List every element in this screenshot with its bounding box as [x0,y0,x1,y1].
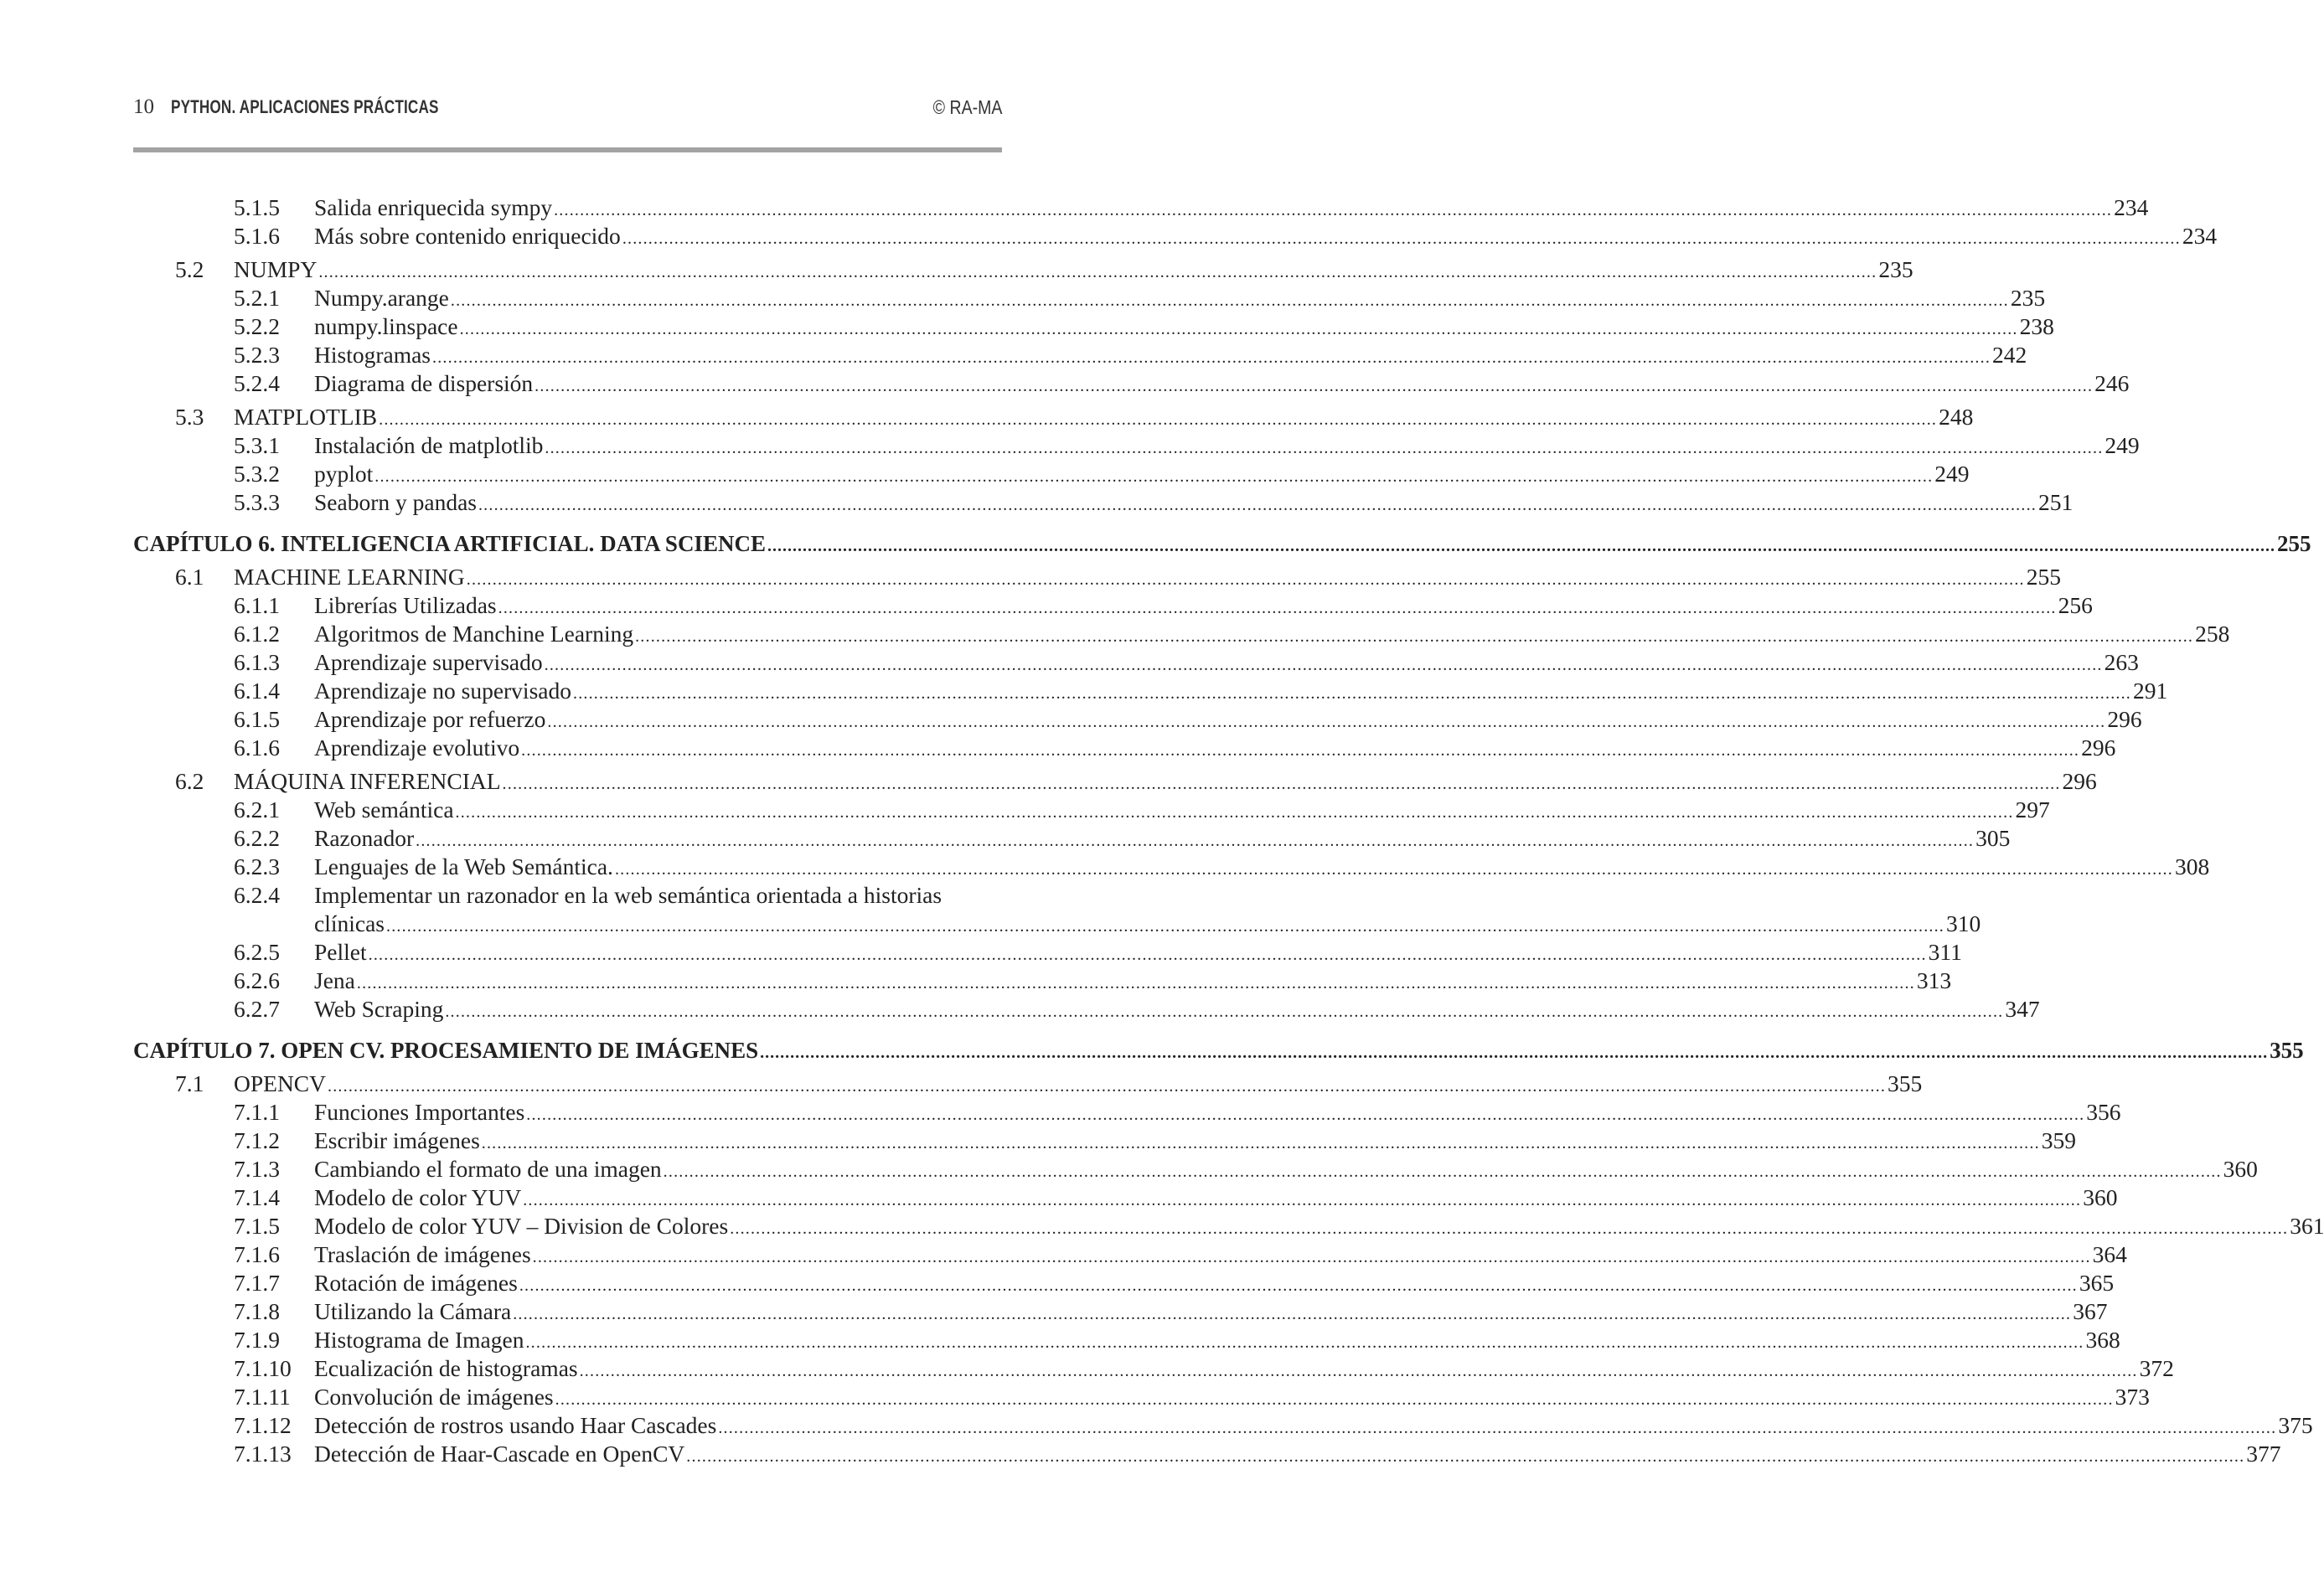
toc-title: Ecualización de histogramas [314,1355,578,1381]
toc-leader-dots: ............................................................................................................................................................................................................................................................................................................ [450,291,2009,310]
toc-section[interactable] [0,1070,1923,1098]
toc-leader-dots: ............................................................................................................................................................................................................................................................................................................ [525,1333,2084,1352]
toc-page-number: 296 [2107,706,2142,732]
toc-title: Convolución de imágenes [314,1384,554,1410]
toc-title: Cambiando el formato de una imagen [314,1156,662,1182]
toc-leader-dots: ............................................................................................................................................................................................................................................................................................................ [663,1163,2222,1181]
toc-number: 6.2.7 [234,996,280,1022]
toc-page-number: 355 [1888,1070,1923,1096]
toc-title: numpy.linspace [314,313,458,339]
toc-title: NUMPY [234,256,318,282]
toc-leader-dots: ............................................................................................................................................................................................................................................................................................................ [767,537,2275,555]
toc-leader-dots: ............................................................................................................................................................................................................................................................................................................ [614,860,2173,879]
toc-title: clínicas [314,910,385,936]
toc-number: 7.1.1 [234,1099,280,1125]
toc-leader-dots: ............................................................................................................................................................................................................................................................................................................ [532,1248,2091,1266]
toc-leader-dots: ............................................................................................................................................................................................................................................................................................................ [718,1419,2277,1437]
toc-leader-dots: ............................................................................................................................................................................................................................................................................................................ [432,348,1991,367]
toc-leader-dots: ............................................................................................................................................................................................................................................................................................................ [635,627,2194,646]
publisher-mark: © RA-MA [932,96,1002,118]
toc-subsection[interactable] [0,1098,2121,1127]
toc-subsection[interactable] [0,1383,2150,1411]
toc-leader-dots: ............................................................................................................................................................................................................................................................................................................ [481,1134,2040,1152]
toc-subsection[interactable] [0,284,2046,312]
toc-page-number: 373 [2115,1384,2150,1410]
header-rule [133,147,1002,152]
toc-page-number: 235 [2010,285,2046,311]
page-header [133,94,1002,122]
toc-leader-dots: ............................................................................................................................................................................................................................................................................................................ [379,410,1938,429]
toc-number: 6.2.2 [234,825,280,851]
toc-number: 6.1.6 [234,735,280,761]
toc-number: 5.2.3 [234,342,280,368]
toc-page-number: 263 [2104,649,2139,675]
toc-subsection[interactable] [0,824,2011,853]
toc-title: Detección de Haar-Cascade en OpenCV [314,1441,685,1467]
toc-title: Razonador [314,825,415,851]
toc-leader-dots: ............................................................................................................................................................................................................................................................................................................ [356,974,1915,993]
toc-page-number: 249 [2105,432,2140,458]
toc-leader-dots: ............................................................................................................................................................................................................................................................................................................ [459,320,2018,338]
toc-leader-dots: ............................................................................................................................................................................................................................................................................................................ [573,684,2131,703]
toc-leader-dots: ............................................................................................................................................................................................................................................................................................................ [498,599,2057,617]
toc-number: 5.3.3 [234,489,280,515]
toc-page-number: 305 [1975,825,2011,851]
toc-title: Modelo de color YUV – Division de Colores [314,1213,729,1239]
toc-page-number: 296 [2081,735,2116,761]
toc-leader-dots: ............................................................................................................................................................................................................................................................................................................ [328,1077,1887,1096]
toc-number: 6.2.4 [234,882,280,908]
toc-title: Web Scraping [314,996,444,1022]
toc-subsection[interactable] [0,369,2130,398]
toc-leader-dots: ............................................................................................................................................................................................................................................................................................................ [416,832,1975,850]
toc-page-number: 242 [1992,342,2027,368]
toc-page-number: 255 [2276,531,2311,556]
toc-number: 5.2.2 [234,313,280,339]
toc-subsection[interactable] [0,620,2230,648]
toc-subsection[interactable] [0,312,2054,341]
toc-leader-dots: ............................................................................................................................................................................................................................................................................................................ [622,229,2181,248]
toc-number: 7.1.11 [234,1384,291,1410]
toc-subsection[interactable] [0,910,1981,938]
toc-title: Seaborn y pandas [314,489,477,515]
toc-number: 7.1 [175,1070,204,1096]
toc-title: Rotación de imágenes [314,1270,518,1296]
toc-page-number: 361 [2290,1213,2324,1239]
toc-leader-dots: ............................................................................................................................................................................................................................................................................................................ [535,377,2094,395]
toc-number: 7.1.9 [234,1327,280,1353]
toc-page-number: 296 [2062,768,2097,794]
toc-number: 5.3.1 [234,432,280,458]
toc-page-number: 248 [1939,404,1974,430]
toc-title: Traslación de imágenes [314,1241,531,1267]
toc-number: 6.2.6 [234,967,280,993]
toc-subsection[interactable] [0,967,1952,995]
toc-title: Jena [314,967,355,993]
toc-number: 7.1.8 [234,1298,280,1324]
toc-title: Numpy.arange [314,285,449,311]
toc-title: MACHINE LEARNING [234,564,465,590]
toc-subsection[interactable] [0,796,2050,824]
toc-number: 6.2.3 [234,853,280,879]
toc-page-number: 238 [2019,313,2054,339]
toc-number: 5.1.6 [234,223,280,249]
toc-leader-dots: ............................................................................................................................................................................................................................................................................................................ [502,775,2061,793]
toc-title: Más sobre contenido enriquecido [314,223,621,249]
toc-number: 6.1.5 [234,706,280,732]
toc-number: 6.1.4 [234,678,280,704]
toc-title: Funciones Importantes [314,1099,525,1125]
toc-leader-dots: ............................................................................................................................................................................................................................................................................................................ [368,946,1927,964]
toc-title: Aprendizaje por refuerzo [314,706,546,732]
toc-subsection[interactable] [0,881,1122,910]
toc-leader-dots: ............................................................................................................................................................................................................................................................................................................ [544,656,2103,674]
toc-leader-dots: ............................................................................................................................................................................................................................................................................................................ [686,1447,2245,1466]
toc-number: 6.1.1 [234,592,280,618]
toc-leader-dots: ............................................................................................................................................................................................................................................................................................................ [730,1219,2289,1238]
toc-page-number: 249 [1934,461,1970,487]
toc-subsection[interactable] [0,193,2149,222]
running-title: PYTHON. APLICACIONES PRÁCTICAS [171,96,439,117]
toc-page-number: 251 [2037,489,2074,515]
toc-title: MÁQUINA INFERENCIAL [234,768,501,794]
toc-number: 7.1.6 [234,1241,280,1267]
toc-subsection[interactable] [0,1127,2077,1155]
toc-page-number: 246 [2094,370,2130,396]
toc-page-number: 359 [2041,1127,2077,1153]
toc-title: Aprendizaje no supervisado [314,678,571,704]
toc-leader-dots: ............................................................................................................................................................................................................................................................................................................ [318,263,1877,281]
toc-number: 6.1 [175,564,204,590]
toc-subsection[interactable] [0,460,1970,488]
toc-number: 7.1.7 [234,1270,280,1296]
toc-title: Detección de rostros usando Haar Cascades [314,1412,717,1438]
toc-title: CAPÍTULO 7. OPEN CV. PROCESAMIENTO DE IMÁGENES [133,1038,759,1063]
toc-page-number: 311 [1928,939,1962,965]
toc-number: 6.2 [175,768,204,794]
toc-page-number: 347 [2005,996,2040,1022]
toc-number: 7.1.4 [234,1184,280,1210]
toc-subsection[interactable] [0,648,2139,677]
toc-title: Diagrama de dispersión [314,370,534,396]
toc-page-number: 258 [2195,621,2230,647]
toc-page-number: 291 [2133,678,2168,704]
toc-title: pyplot [314,461,374,487]
toc-page-number: 368 [2085,1327,2120,1353]
toc-page-number: 364 [2092,1241,2127,1267]
toc-number: 7.1.2 [234,1127,280,1153]
toc-leader-dots: ............................................................................................................................................................................................................................................................................................................ [760,1044,2269,1062]
toc-subsection[interactable] [0,1440,2281,1468]
toc-section[interactable] [0,563,2061,591]
toc-subsection[interactable] [0,1411,2313,1440]
toc-number: 5.2 [175,256,204,282]
toc-title: Histogramas [314,342,431,368]
toc-title: Aprendizaje evolutivo [314,735,520,761]
toc-leader-dots: ............................................................................................................................................................................................................................................................................................................ [579,1362,2138,1380]
toc-subsection[interactable] [0,488,2074,517]
toc-subsection[interactable] [0,591,2093,620]
toc-page-number: 313 [1916,967,1952,993]
toc-title: Algoritmos de Manchine Learning [314,621,634,647]
toc-subsection[interactable] [0,1354,2174,1383]
toc-page-number: 375 [2278,1412,2313,1438]
toc-leader-dots: ............................................................................................................................................................................................................................................................................................................ [523,1191,2082,1209]
toc-section[interactable] [0,403,1974,431]
toc-number: 7.1.5 [234,1213,280,1239]
toc-leader-dots: ............................................................................................................................................................................................................................................................................................................ [455,803,2014,822]
toc-section[interactable] [0,767,2097,796]
toc-title: Web semántica [314,797,454,822]
toc-page-number: 235 [1878,256,1913,282]
toc-title: Utilizando la Cámara [314,1298,512,1324]
toc-leader-dots: ............................................................................................................................................................................................................................................................................................................ [445,1003,2004,1021]
toc-page-number: 234 [2182,223,2218,249]
toc-number: 6.2.5 [234,939,280,965]
toc-leader-dots: ............................................................................................................................................................................................................................................................................................................ [386,917,1944,936]
toc-page-number: 355 [2270,1038,2304,1063]
toc-number: 7.1.13 [234,1441,292,1467]
toc-subsection[interactable] [0,222,2218,250]
toc-subsection[interactable] [0,1155,2258,1183]
toc-leader-dots: ............................................................................................................................................................................................................................................................................................................ [478,496,2037,514]
toc-number: 7.1.3 [234,1156,280,1182]
toc-number: 7.1.10 [234,1355,292,1381]
toc-leader-dots: ............................................................................................................................................................................................................................................................................................................ [513,1305,2072,1323]
toc-title: Salida enriquecida sympy [314,194,553,220]
toc-leader-dots: ............................................................................................................................................................................................................................................................................................................ [466,570,2025,589]
toc-page-number: 372 [2139,1355,2174,1381]
toc-page-number: 377 [2246,1441,2281,1467]
toc-number: 5.3 [175,404,204,430]
toc-number: 6.1.3 [234,649,280,675]
toc-title: CAPÍTULO 6. INTELIGENCIA ARTIFICIAL. DATA SCIENCE [133,531,766,556]
toc-subsection[interactable] [0,734,2116,762]
toc-leader-dots: ............................................................................................................................................................................................................................................................................................................ [519,1276,2078,1295]
toc-title: Instalación de matplotlib [314,432,544,458]
page-number: 10 [133,95,154,118]
toc-title: MATPLOTLIB [234,404,378,430]
toc-subsection[interactable] [0,1269,2115,1297]
toc-leader-dots: ............................................................................................................................................................................................................................................................................................................ [554,201,2113,219]
toc-title: Librerías Utilizadas [314,592,497,618]
toc-leader-dots: ............................................................................................................................................................................................................................................................................................................ [545,439,2104,457]
toc-page-number: 360 [2223,1156,2258,1182]
toc-number: 5.1.5 [234,194,280,220]
toc-section[interactable] [0,255,1913,284]
toc-subsection[interactable] [0,341,2027,369]
toc-leader-dots: ............................................................................................................................................................................................................................................................................................................ [374,467,1934,486]
toc-subsection[interactable] [0,938,1962,967]
toc-title: Aprendizaje supervisado [314,649,543,675]
toc-page-number: 367 [2073,1298,2108,1324]
toc-subsection[interactable] [0,1212,2324,1240]
toc-number: 6.2.1 [234,797,280,822]
toc-title: Implementar un razonador en la web semántica orientada a historias [314,882,943,908]
toc-subsection[interactable] [0,1240,2127,1269]
toc-subsection[interactable] [0,1326,2120,1354]
toc-leader-dots: ............................................................................................................................................................................................................................................................................................................ [521,741,2080,760]
toc-number: 5.2.1 [234,285,280,311]
toc-leader-dots: ............................................................................................................................................................................................................................................................................................................ [547,713,2106,731]
toc-page-number: 255 [2026,564,2061,590]
toc-subsection[interactable] [0,431,2140,460]
toc-page-number: 256 [2058,592,2093,618]
toc-title: Modelo de color YUV [314,1184,522,1210]
toc-subsection[interactable] [0,1297,2108,1326]
toc-chapter[interactable] [0,1036,2304,1065]
toc-number: 5.3.2 [234,461,280,487]
toc-title: Escribir imágenes [314,1127,480,1153]
toc-title: Histograma de Imagen [314,1327,524,1353]
toc-number: 5.2.4 [234,370,280,396]
toc-page-number: 365 [2079,1270,2115,1296]
toc-page-number: 360 [2083,1184,2118,1210]
toc-subsection[interactable] [0,853,2210,881]
toc-subsection[interactable] [0,705,2142,734]
toc-page-number: 234 [2114,194,2149,220]
toc-page-number: 308 [2174,853,2210,879]
toc-subsection[interactable] [0,995,2040,1024]
toc-page-number: 310 [1946,910,1981,936]
toc-number: 7.1.12 [234,1412,292,1438]
toc-chapter[interactable] [0,529,2311,558]
toc-page-number: 356 [2086,1099,2121,1125]
toc-title: Lenguajes de la Web Semántica. [314,853,613,879]
toc-leader-dots: ............................................................................................................................................................................................................................................................................................................ [526,1106,2085,1124]
toc-leader-dots: ............................................................................................................................................................................................................................................................................................................ [555,1390,2114,1409]
toc-subsection[interactable] [0,1183,2118,1212]
toc-subsection[interactable] [0,677,2168,705]
toc-page-number: 297 [2015,797,2050,822]
toc-number: 6.1.2 [234,621,280,647]
toc-title: OPENCV [234,1070,327,1096]
toc-title: Pellet [314,939,367,965]
